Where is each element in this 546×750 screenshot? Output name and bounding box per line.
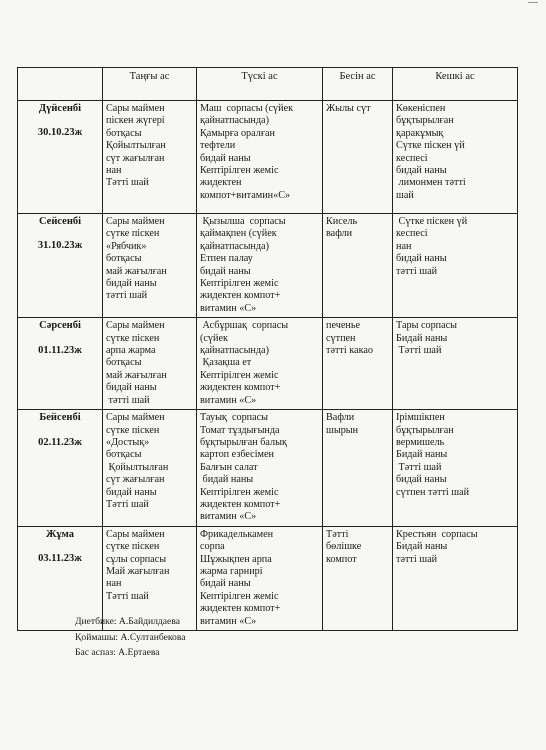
snack-cell bbox=[323, 318, 393, 410]
dinner-item: Сүтке піскен үй bbox=[396, 216, 468, 227]
snack-cell bbox=[323, 410, 393, 527]
dinner-item: Тәтті шай bbox=[396, 461, 442, 473]
breakfast-item: Сары маймен bbox=[106, 528, 165, 540]
header-snack: Бесін ас bbox=[323, 68, 393, 101]
breakfast-item: май жағылған bbox=[106, 265, 167, 277]
breakfast-item: Тәтті шай bbox=[106, 590, 149, 602]
breakfast-item: тәтті шай bbox=[106, 290, 148, 302]
table-header-row bbox=[18, 68, 518, 101]
lunch-item: Кептірілген жеміс bbox=[200, 486, 279, 498]
snack-cell bbox=[323, 101, 393, 214]
dinner-item: кеспесі bbox=[396, 152, 428, 164]
snack-item: шырын bbox=[326, 424, 359, 436]
breakfast-item: Қойылтылған bbox=[106, 461, 169, 473]
lunch-item: Балғын салат bbox=[200, 461, 258, 473]
dinner-item: вермишель bbox=[396, 436, 445, 448]
breakfast-item: арпа жарма bbox=[106, 345, 156, 357]
lunch-cell bbox=[197, 101, 323, 214]
lunch-item: Қазақша ет bbox=[200, 357, 252, 369]
dinner-item: қаракұмық bbox=[396, 127, 444, 139]
breakfast-cell bbox=[103, 410, 197, 527]
dinner-item: нан bbox=[396, 240, 412, 252]
breakfast-cell bbox=[103, 101, 197, 214]
storekeeper-signature: Қоймашы: А.Султанбекова bbox=[75, 631, 186, 643]
dinner-item: тәтті шай bbox=[396, 265, 438, 277]
breakfast-item: сүтке піскен bbox=[106, 541, 160, 553]
lunch-item: бұқтырылған балық bbox=[200, 436, 287, 448]
day-name: Дүйсенбі bbox=[38, 103, 82, 114]
lunch-item: Асбұршақ сорпасы bbox=[200, 320, 289, 332]
lunch-item: Кептірілген жеміс bbox=[200, 278, 279, 290]
lunch-item: жидектен компот+ bbox=[200, 290, 281, 302]
day-cell bbox=[18, 101, 103, 214]
breakfast-item: бидай наны bbox=[106, 382, 157, 394]
day-name: Жұма bbox=[46, 528, 74, 540]
dinner-item: Крестьян сорпасы bbox=[396, 528, 478, 540]
breakfast-item: тәтті шай bbox=[106, 394, 150, 406]
day-name: Сәрсенбі bbox=[39, 320, 81, 332]
breakfast-item: ботқасы bbox=[106, 357, 142, 369]
breakfast-item: нан bbox=[106, 165, 122, 177]
snack-item: Вафли bbox=[326, 412, 355, 424]
dinner-item: бұқтырылған bbox=[396, 115, 454, 127]
breakfast-item: ботқасы bbox=[106, 449, 142, 461]
head-cook-signature: Бас аспаз: А.Ертаева bbox=[75, 647, 160, 658]
snack-item: сүтпен bbox=[326, 332, 356, 344]
lunch-item: Кептірілген жеміс bbox=[200, 165, 279, 177]
page-corner-mark bbox=[528, 2, 538, 7]
lunch-cell bbox=[197, 214, 323, 318]
day-date: 02.11.23ж bbox=[38, 436, 82, 448]
dinner-cell bbox=[393, 410, 518, 527]
dinner-item: бидай наны bbox=[396, 253, 447, 265]
lunch-item: компот+витамин«С» bbox=[200, 189, 291, 201]
lunch-item: қаймақпен (сүйек bbox=[200, 228, 277, 240]
breakfast-item: «Рябчик» bbox=[106, 240, 147, 252]
day-date: 03.11.23ж bbox=[38, 553, 82, 565]
dinner-item: лимонмен тәтті bbox=[396, 177, 466, 189]
header-lunch: Түскі ас bbox=[197, 68, 323, 101]
lunch-item: Томат тұздығында bbox=[200, 424, 280, 436]
lunch-item: қайнатпасында) bbox=[200, 240, 269, 252]
snack-item: печенье bbox=[326, 320, 360, 332]
lunch-item: (сүйек bbox=[200, 332, 228, 344]
lunch-item: жидектен компот+ bbox=[200, 603, 281, 615]
table-row bbox=[18, 410, 518, 527]
snack-item: компот bbox=[326, 553, 357, 565]
breakfast-item: бидай наны bbox=[106, 278, 157, 290]
lunch-item: витамин «С» bbox=[200, 511, 257, 523]
header-day bbox=[18, 68, 103, 101]
lunch-item: жидектен компот+ bbox=[200, 498, 281, 510]
dinner-cell bbox=[393, 214, 518, 318]
breakfast-item: бидай наны bbox=[106, 486, 157, 498]
dinner-cell bbox=[393, 526, 518, 630]
breakfast-item: «Достық» bbox=[106, 436, 150, 448]
lunch-item: Қамырға оралған bbox=[200, 127, 275, 139]
breakfast-item: май жағылған bbox=[106, 369, 167, 381]
lunch-item: жидектен компот+ bbox=[200, 382, 281, 394]
table-row bbox=[18, 101, 518, 214]
breakfast-item: сұлы сорпасы bbox=[106, 553, 167, 565]
breakfast-item: сүтке піскен bbox=[106, 228, 160, 240]
dinner-item: Тәтті шай bbox=[396, 345, 442, 357]
snack-item: бөлішке bbox=[326, 541, 362, 553]
lunch-item: Шұжықпен арпа bbox=[200, 553, 272, 565]
lunch-item: витамин «С» bbox=[200, 302, 257, 314]
day-date: 01.11.23ж bbox=[38, 344, 82, 356]
day-date: 30.10.23ж bbox=[37, 127, 83, 139]
breakfast-item: піскен жүгері bbox=[106, 115, 165, 127]
day-date: 31.10.23ж bbox=[37, 240, 83, 252]
breakfast-item: ботқасы bbox=[106, 127, 142, 139]
dinner-item: сүтпен тәтті шай bbox=[396, 486, 470, 498]
dinner-item: Сүтке піскен үй bbox=[396, 140, 465, 152]
dinner-item: кеспесі bbox=[396, 228, 428, 240]
breakfast-item: нан bbox=[106, 578, 122, 590]
breakfast-item: Сары маймен bbox=[106, 320, 165, 332]
lunch-item: витамин «С» bbox=[200, 394, 257, 406]
breakfast-item: сүт жағылған bbox=[106, 152, 165, 164]
breakfast-cell bbox=[103, 214, 197, 318]
snack-item: Тәтті bbox=[326, 528, 349, 540]
breakfast-item: Тәтті шай bbox=[106, 177, 149, 189]
dinner-item: Бидай наны bbox=[396, 541, 448, 553]
dinner-item: Ірімшікпен bbox=[396, 412, 445, 424]
day-name: Сейсенбі bbox=[38, 216, 82, 227]
breakfast-item: сүтке піскен bbox=[106, 332, 160, 344]
snack-cell bbox=[323, 526, 393, 630]
lunch-item: жарма гарнирі bbox=[200, 565, 263, 577]
breakfast-item: Тәтті шай bbox=[106, 498, 149, 510]
lunch-item: Қызылша сорпасы bbox=[200, 216, 286, 227]
lunch-item: бидай наны bbox=[200, 578, 251, 590]
breakfast-item: ботқасы bbox=[106, 253, 142, 265]
day-cell bbox=[18, 214, 103, 318]
lunch-item: Кептірілген жеміс bbox=[200, 590, 279, 602]
lunch-item: витамин «С» bbox=[200, 615, 257, 627]
lunch-item: Етпен палау bbox=[200, 253, 253, 265]
lunch-item: Тауық сорпасы bbox=[200, 412, 269, 424]
dinner-item: Бидай наны bbox=[396, 332, 448, 344]
lunch-item: Кептірілген жеміс bbox=[200, 369, 279, 381]
lunch-item: картоп езбесімен bbox=[200, 449, 274, 461]
lunch-item: бидай наны bbox=[200, 152, 251, 164]
dinner-item: бидай наны bbox=[396, 474, 447, 486]
breakfast-item: сүт жағылған bbox=[106, 474, 165, 486]
header-dinner: Кешкі ас bbox=[393, 68, 518, 101]
snack-cell bbox=[323, 214, 393, 318]
weekly-menu-table bbox=[17, 67, 518, 631]
lunch-item: Маш сорпасы (сүйек bbox=[200, 103, 294, 114]
snack-item: тәтті какао bbox=[326, 345, 373, 357]
dietitian-signature: Диетбике: А.Байдилдаева bbox=[75, 616, 180, 627]
breakfast-item: Сары маймен bbox=[106, 216, 165, 227]
lunch-item: тефтели bbox=[200, 140, 236, 152]
lunch-cell bbox=[197, 318, 323, 410]
day-name: Бейсенбі bbox=[39, 412, 81, 424]
header-breakfast: Таңғы ас bbox=[103, 68, 197, 101]
signatures-block bbox=[75, 614, 186, 661]
day-cell bbox=[18, 410, 103, 527]
lunch-item: бидай наны bbox=[200, 265, 251, 277]
lunch-item: қайнатпасында) bbox=[200, 345, 269, 357]
lunch-cell bbox=[197, 526, 323, 630]
dinner-item: тәтті шай bbox=[396, 553, 438, 565]
breakfast-item: Сары маймен bbox=[106, 412, 165, 424]
table-row bbox=[18, 214, 518, 318]
breakfast-cell bbox=[103, 318, 197, 410]
lunch-item: сорпа bbox=[200, 541, 225, 553]
dinner-item: бидай наны bbox=[396, 165, 447, 177]
lunch-cell bbox=[197, 410, 323, 527]
snack-item: Кисель bbox=[326, 216, 358, 227]
dinner-item: Көкеніспен bbox=[396, 103, 446, 114]
day-cell bbox=[18, 318, 103, 410]
lunch-item: қайнатпасында) bbox=[200, 115, 269, 127]
lunch-item: Фрикаделькамен bbox=[200, 528, 274, 540]
lunch-item: бидай наны bbox=[200, 474, 254, 486]
dinner-item: Тары сорпасы bbox=[396, 320, 458, 332]
table-row bbox=[18, 318, 518, 410]
breakfast-item: сүтке піскен bbox=[106, 424, 160, 436]
snack-item: Жылы сүт bbox=[326, 103, 371, 114]
breakfast-item: Май жағылған bbox=[106, 565, 170, 577]
dinner-item: Бидай наны bbox=[396, 449, 448, 461]
lunch-item: жидектен bbox=[200, 177, 242, 189]
dinner-cell bbox=[393, 101, 518, 214]
dinner-item: бұқтырылған bbox=[396, 424, 454, 436]
breakfast-item: Сары маймен bbox=[106, 103, 165, 114]
dinner-cell bbox=[393, 318, 518, 410]
breakfast-item: Қойылтылған bbox=[106, 140, 166, 152]
dinner-item: шай bbox=[396, 189, 414, 201]
snack-item: вафли bbox=[326, 228, 353, 240]
